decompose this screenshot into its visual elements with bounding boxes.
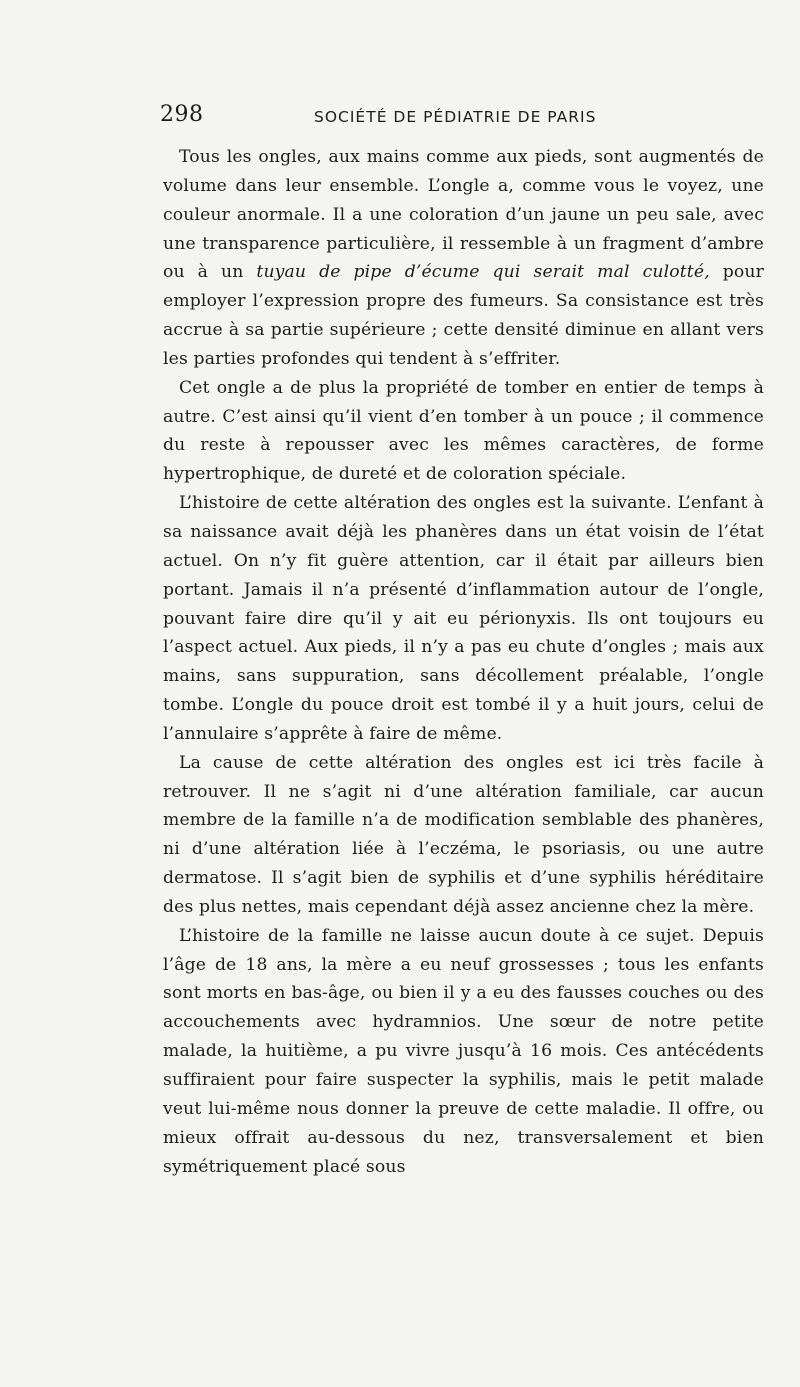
paragraph-2: Cet ongle a de plus la propriété de tomber en entier de temps à autre. C’est ainsi qu’il vient d’en tomber à un pouce ; il commence du reste à repousser avec les mêmes caractères, de forme hypertrophique, de dureté et de coloration spéciale. bbox=[163, 377, 764, 485]
paragraph-3: L’histoire de cette altération des ongles est la suivante. L’enfant à sa naissance avait déjà les phanères dans un état voisin de l’état actuel. On n’y fit guère attention, car il était par ailleurs bien portant. Jamais il n’a présenté d’inflammation autour de l’ongle, pouvant faire dire qu’il y ait eu périonyxis. Ils ont toujours eu l’aspect actuel. Aux pieds, il n’y a pas eu chute d’ongles ; mais aux mains, sans suppuration, sans décollement préalable, l’ongle tombe. L’ongle du pouce droit est tombé il y a huit jours, celui de l’annulaire s’apprête à faire de même. bbox=[163, 493, 764, 744]
running-title: SOCIÉTÉ DE PÉDIATRIE DE PARIS bbox=[314, 108, 597, 126]
paragraph-4: La cause de cette altération des ongles est ici très facile à retrouver. Il ne s’agit ni d’une altération familiale, car aucun membre de la famille n’a de modification semblable des phanères, ni d’une altération liée à l’eczéma, le psoriasis, ou une autre dermatose. Il s’agit bien de syphilis et d’une syphilis héréditaire des plus nettes, mais cependant déjà assez ancienne chez la mère. bbox=[163, 752, 764, 917]
paragraph-1 bbox=[163, 143, 764, 374]
paragraph-1-italic-phrase: tuyau de pipe d’écume qui serait mal culotté, bbox=[256, 262, 710, 283]
paragraph-5: L’histoire de la famille ne laisse aucun doute à ce sujet. Depuis l’âge de 18 ans, la mère a eu neuf grossesses ; tous les enfants sont morts en bas-âge, ou bien il y a eu des fausses couches ou des accouchements avec hydramnios. Une sœur de notre petite malade, la huitième, a pu vivre jusqu’à 16 mois. Ces antécédents suffiraient pour faire suspecter la syphilis, mais le petit malade veut lui-même nous donner la preuve de cette maladie. Il offre, ou mieux offrait au-dessous du nez, transversalement et bien symétriquement placé sous bbox=[163, 925, 764, 1177]
paragraph-1-text-before: Tous les ongles, aux mains comme aux pieds, sont augmentés de volume dans leur ensemble. L’ongle a, comme vous le voyez, une couleur anormale. Il a une coloration d’un jaune un peu sale, avec une transparence particulière, il ressemble à un fragment d’ambre ou à un bbox=[163, 147, 764, 283]
page-number: 298 bbox=[160, 102, 204, 127]
paragraph-1-text-after: pour employer l’expression propre des fumeurs. Sa consistance est très accrue à sa partie supérieure ; cette densité diminue en allant vers les parties profondes qui tendent à s’effriter. bbox=[163, 262, 764, 369]
body-text bbox=[163, 143, 764, 1181]
page-header bbox=[160, 100, 764, 136]
